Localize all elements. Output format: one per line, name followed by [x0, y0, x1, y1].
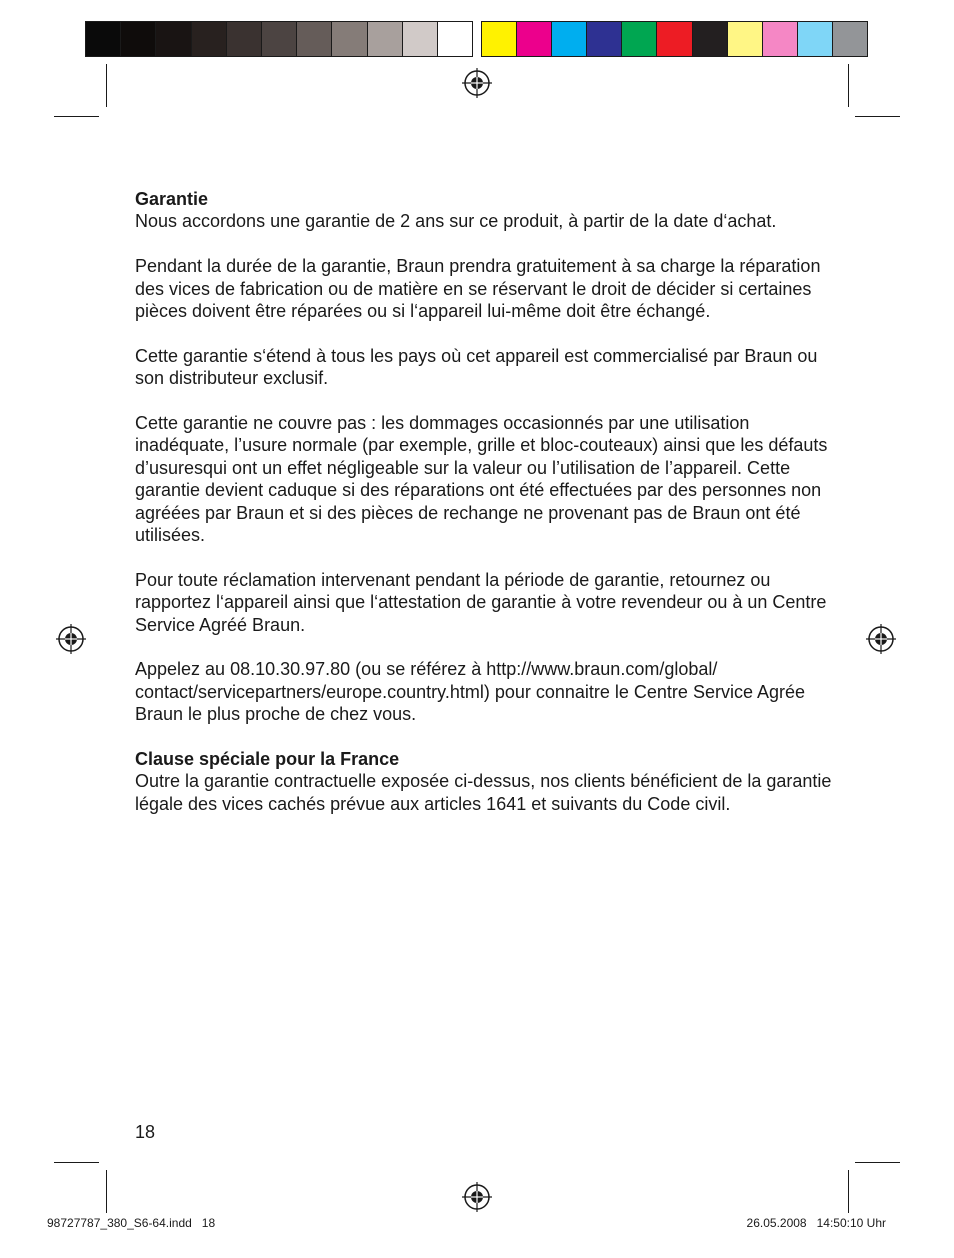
registration-mark-icon [56, 624, 86, 654]
crop-mark [848, 64, 849, 107]
crop-mark [848, 1170, 849, 1213]
color-swatch [297, 22, 332, 56]
color-swatch [438, 22, 472, 56]
crop-mark [106, 1170, 107, 1213]
color-swatch [192, 22, 227, 56]
process-color-bar [481, 21, 868, 57]
section-clause-france [135, 748, 835, 815]
color-swatch [657, 22, 692, 56]
grayscale-color-bar [85, 21, 473, 57]
color-swatch [482, 22, 517, 56]
registration-mark-icon [866, 624, 896, 654]
paragraph: Outre la garantie contractuelle exposée ci-dessus, nos clients bénéficient de la garantie légale des vices cachés prévue aux articles 1641 et suivants du Code civil. [135, 771, 832, 814]
crop-mark [855, 116, 900, 117]
color-swatch [763, 22, 798, 56]
color-swatch [403, 22, 438, 56]
color-swatch [798, 22, 833, 56]
crop-mark [54, 116, 99, 117]
registration-mark-icon [462, 1182, 492, 1212]
color-swatch [156, 22, 191, 56]
paragraph: Cette garantie ne couvre pas : les dommages occasionnés par une utilisation inadéquate, l’usure normale (par exemple, grille et bloc-couteaux) ainsi que les défauts d’usuresqui ont un effet négligeable sur la valeur ou l’utilisation de l’appareil. Cette garantie devient caduque si des réparations ont été effectuées par des personnes non agréées par Braun et si des pièces de rechange ne provenant pas de Braun ont été utilisées. [135, 413, 828, 546]
color-swatch [262, 22, 297, 56]
color-swatch [86, 22, 121, 56]
paragraph: Pour toute réclamation intervenant pendant la période de garantie, retournez ou rapportez l‘appareil ainsi que l‘attestation de garantie à votre revendeur ou à un Centre Service Agréé Braun. [135, 569, 827, 635]
crop-mark [54, 1162, 99, 1163]
color-swatch [332, 22, 367, 56]
registration-mark-icon [462, 68, 492, 98]
section-heading: Garantie [135, 189, 209, 209]
color-swatch [833, 22, 867, 56]
slug-file-info: 98727787_380_S6-64.indd 18 [47, 1216, 216, 1230]
color-swatch [517, 22, 552, 56]
page-number: 18 [135, 1122, 156, 1142]
color-swatch [622, 22, 657, 56]
paragraph: Appelez au 08.10.30.97.80 (ou se référez à http://www.braun.com/global/ contact/servicepartners/europe.country.html) pour connaitre le Centre Service Agrée Braun le plus proche de chez vous. [135, 659, 805, 725]
color-swatch [587, 22, 622, 56]
paragraph: Nous accordons une garantie de 2 ans sur ce produit, à partir de la date d‘achat. [135, 211, 777, 232]
color-swatch [121, 22, 156, 56]
section-heading: Clause spéciale pour la France [135, 749, 400, 770]
slug-timestamp: 26.05.2008 14:50:10 Uhr [746, 1216, 886, 1230]
section-garantie-intro [135, 188, 835, 233]
paragraph: Cette garantie s‘étend à tous les pays où cet appareil est commercialisé par Braun ou son distributeur exclusif. [135, 345, 818, 389]
color-swatch [552, 22, 587, 56]
crop-mark [855, 1162, 900, 1163]
document-body [135, 188, 835, 838]
color-swatch [728, 22, 763, 56]
color-swatch [227, 22, 262, 56]
color-swatch [693, 22, 728, 56]
crop-mark [106, 64, 107, 107]
paragraph: Pendant la durée de la garantie, Braun prendra gratuitement à sa charge la réparation des vices de fabrication ou de matière en se réservant le droit de décider si certaines pièces doivent être réparées ou si l‘appareil lui-même doit être échangé. [135, 256, 821, 322]
color-swatch [368, 22, 403, 56]
